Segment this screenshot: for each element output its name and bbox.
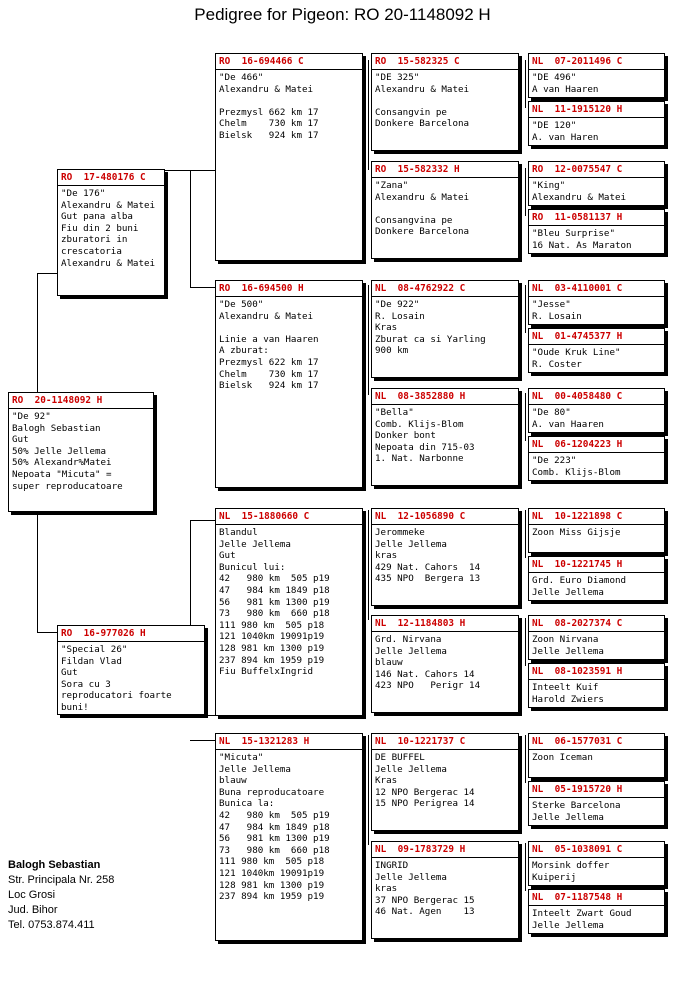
connector-line bbox=[525, 843, 526, 891]
pedigree-box-g13 bbox=[528, 733, 665, 778]
connector-line bbox=[525, 168, 526, 216]
pigeon-info: "Micuta" Jelle Jellema blauw Buna reproducatoare Bunica la: 42 980 km 505 p19 47 984 km 1849 p18 56 981 km 1300 p19 73 980 km 660 p18 111 980 km 505 p18 121 1040km 19091p19 128 981 km 1300 p19 237 894 km 1959 p19 bbox=[219, 752, 330, 903]
pigeon-info: "De 466" Alexandru & Matei Prezmysl 662 km 17 Chelm 730 km 17 Bielsk 924 km 17 bbox=[219, 72, 319, 141]
pedigree-box-g7 bbox=[528, 388, 665, 433]
pedigree-box-ddd bbox=[371, 841, 519, 939]
connector-line bbox=[525, 60, 526, 108]
page-title: Pedigree for Pigeon: RO 20-1148092 H bbox=[194, 5, 491, 24]
ring-number: RO 15-582325 C bbox=[372, 54, 518, 70]
pedigree-box-g8 bbox=[528, 436, 665, 481]
pedigree-box-dds bbox=[371, 733, 519, 831]
pedigree-box-g14 bbox=[528, 781, 665, 826]
pedigree-box-dam-sire bbox=[215, 508, 363, 716]
connector-line bbox=[37, 632, 57, 633]
pedigree-box-sds bbox=[371, 280, 519, 378]
ring-number: RO 15-582332 H bbox=[372, 162, 518, 178]
ring-number: NL 00-4058480 C bbox=[529, 389, 664, 405]
owner-name: Balogh Sebastian bbox=[8, 859, 101, 871]
ring-number: NL 07-1187548 H bbox=[529, 890, 664, 906]
pedigree-box-sire bbox=[57, 169, 165, 296]
pedigree-box-g1 bbox=[528, 53, 665, 98]
connector-line bbox=[190, 740, 215, 741]
pigeon-info: "Jesse" R. Losain bbox=[532, 299, 582, 322]
ring-number: NL 10-1221898 C bbox=[529, 509, 664, 525]
ring-number: RO 12-0075547 C bbox=[529, 162, 664, 178]
connector-line bbox=[368, 510, 369, 620]
owner-info bbox=[8, 858, 114, 933]
pedigree-box-dsd bbox=[371, 615, 519, 713]
ring-number: NL 05-1915720 H bbox=[529, 782, 664, 798]
ring-number: NL 01-4745377 H bbox=[529, 329, 664, 345]
pigeon-info: "Oude Kruk Line" R. Coster bbox=[532, 347, 621, 370]
ring-number: NL 10-1221737 C bbox=[372, 734, 518, 750]
connector-line bbox=[37, 273, 38, 396]
ring-number: NL 08-3852880 H bbox=[372, 389, 518, 405]
owner-address-line: Jud. Bihor bbox=[8, 904, 58, 916]
connector-line bbox=[525, 510, 526, 558]
owner-address-line: Loc Grosi bbox=[8, 889, 56, 901]
pedigree-box-sdd bbox=[371, 388, 519, 486]
ring-number: NL 15-1880660 C bbox=[216, 509, 362, 525]
ring-number: NL 08-1023591 H bbox=[529, 664, 664, 680]
pedigree-box-g9 bbox=[528, 508, 665, 553]
connector-line bbox=[525, 618, 526, 666]
pigeon-info: Inteelt Zwart Goud Jelle Jellema bbox=[532, 908, 632, 931]
pigeon-info: Grd. Nirvana Jelle Jellema blauw 146 Nat. Cahors 14 423 NPO Perigr 14 bbox=[375, 634, 481, 692]
ring-number: NL 15-1321283 H bbox=[216, 734, 362, 750]
pedigree-box-g16 bbox=[528, 889, 665, 934]
pigeon-info: "King" Alexandru & Matei bbox=[532, 180, 627, 203]
connector-line bbox=[525, 285, 526, 333]
pigeon-info: Zoon Nirvana Jelle Jellema bbox=[532, 634, 604, 657]
connector-line bbox=[368, 735, 369, 845]
connector-line bbox=[37, 273, 57, 274]
pigeon-info: "De 92" Balogh Sebastian Gut 50% Jelle Jellema 50% Alexandr%Matei Nepoata "Micuta" = super reproducatoare bbox=[12, 411, 123, 492]
owner-phone: Tel. 0753.874.411 bbox=[8, 919, 95, 931]
ring-number: RO 20-1148092 H bbox=[9, 393, 153, 409]
pigeon-info: "Bleu Surprise" 16 Nat. As Maraton bbox=[532, 228, 632, 251]
connector-line bbox=[525, 393, 526, 441]
pedigree-box-sss bbox=[371, 53, 519, 151]
pedigree-box-g10 bbox=[528, 556, 665, 601]
ring-number: NL 08-4762922 C bbox=[372, 281, 518, 297]
ring-number: NL 06-1204223 H bbox=[529, 437, 664, 453]
connector-line bbox=[190, 287, 215, 288]
ring-number: NL 06-1577031 C bbox=[529, 734, 664, 750]
pedigree-box-g5 bbox=[528, 280, 665, 325]
owner-address-line: Str. Principala Nr. 258 bbox=[8, 874, 115, 886]
pigeon-info: "DE 120" A. van Haren bbox=[532, 120, 599, 143]
connector-line bbox=[190, 520, 215, 521]
ring-number: NL 05-1038091 C bbox=[529, 842, 664, 858]
pedigree-box-subject bbox=[8, 392, 154, 512]
pedigree-box-sire-dam bbox=[215, 280, 363, 488]
pedigree-box-dam bbox=[57, 625, 205, 715]
connector-line bbox=[525, 735, 526, 783]
connector-line bbox=[37, 512, 38, 632]
ring-number: NL 12-1184803 H bbox=[372, 616, 518, 632]
pigeon-info: Morsink doffer Kuiperij bbox=[532, 860, 610, 883]
pigeon-info: "De 80" A. van Haaren bbox=[532, 407, 604, 430]
ring-number: NL 10-1221745 H bbox=[529, 557, 664, 573]
pigeon-info: "Bella" Comb. Klijs-Blom Donker bont Nepoata din 715-03 1. Nat. Narbonne bbox=[375, 407, 475, 465]
ring-number: RO 17-480176 C bbox=[58, 170, 164, 186]
pigeon-info: "Special 26" Fildan Vlad Gut Sora cu 3 reproducatori foarte buni! bbox=[61, 644, 172, 713]
pedigree-box-ssd bbox=[371, 161, 519, 259]
pigeon-info: INGRID Jelle Jellema kras 37 NPO Bergerac 15 46 Nat. Agen 13 bbox=[375, 860, 475, 918]
pigeon-info: Sterke Barcelona Jelle Jellema bbox=[532, 800, 621, 823]
pedigree-box-g11 bbox=[528, 615, 665, 660]
ring-number: NL 03-4110001 C bbox=[529, 281, 664, 297]
ring-number: NL 07-2011496 C bbox=[529, 54, 664, 70]
pigeon-info: DE BUFFEL Jelle Jellema Kras 12 NPO Bergerac 14 15 NPO Perigrea 14 bbox=[375, 752, 475, 810]
pedigree-box-g4 bbox=[528, 209, 665, 254]
pigeon-info: "De 500" Alexandru & Matei Linie a van Haaren A zburat: Prezmysl 622 km 17 Chelm 730 km 17 Bielsk 924 km 17 bbox=[219, 299, 319, 392]
pigeon-info: Grd. Euro Diamond Jelle Jellema bbox=[532, 575, 627, 598]
connector-line bbox=[368, 60, 369, 170]
ring-number: NL 11-1915120 H bbox=[529, 102, 664, 118]
pigeon-info: "De 223" Comb. Klijs-Blom bbox=[532, 455, 621, 478]
pigeon-info: "Zana" Alexandru & Matei Consangvina pe Donkere Barcelona bbox=[375, 180, 470, 238]
pedigree-box-dss bbox=[371, 508, 519, 606]
ring-number: RO 16-694466 C bbox=[216, 54, 362, 70]
ring-number: NL 12-1056890 C bbox=[372, 509, 518, 525]
pedigree-box-g12 bbox=[528, 663, 665, 708]
pedigree-box-g2 bbox=[528, 101, 665, 146]
pigeon-info: Blandul Jelle Jellema Gut Bunicul lui: 42 980 km 505 p19 47 984 km 1849 p18 56 981 km 1300 p19 73 980 km 660 p18 111 980 km 505 p18 121 1040km 19091p19 128 981 km 1300 p19 237 894 km 1959 p19 Fiu BuffelxIngrid bbox=[219, 527, 330, 678]
pigeon-info: "De 176" Alexandru & Matei Gut pana alba Fiu din 2 buni zburatori in crescatoria Alexandru & Matei bbox=[61, 188, 156, 269]
pedigree-box-g3 bbox=[528, 161, 665, 206]
pigeon-info: Inteelt Kuif Harold Zwiers bbox=[532, 682, 604, 705]
connector-line bbox=[368, 285, 369, 395]
pigeon-info: "DE 496" A van Haaren bbox=[532, 72, 599, 95]
connector-line bbox=[190, 170, 191, 287]
ring-number: NL 09-1783729 H bbox=[372, 842, 518, 858]
pigeon-info: Jerommeke Jelle Jellema kras 429 Nat. Cahors 14 435 NPO Bergera 13 bbox=[375, 527, 481, 585]
ring-number: NL 08-2027374 C bbox=[529, 616, 664, 632]
ring-number: RO 11-0581137 H bbox=[529, 210, 664, 226]
pigeon-info: "DE 325" Alexandru & Matei Consangvin pe Donkere Barcelona bbox=[375, 72, 470, 130]
pigeon-info: Zoon Iceman bbox=[532, 752, 593, 763]
pedigree-box-g6 bbox=[528, 328, 665, 373]
pedigree-box-g15 bbox=[528, 841, 665, 886]
pedigree-box-sire-sire bbox=[215, 53, 363, 261]
pigeon-info: Zoon Miss Gijsje bbox=[532, 527, 621, 538]
pedigree-box-dam-dam bbox=[215, 733, 363, 941]
pigeon-info: "De 922" R. Losain Kras Zburat ca si Yarling 900 km bbox=[375, 299, 486, 357]
ring-number: RO 16-977026 H bbox=[58, 626, 204, 642]
ring-number: RO 16-694500 H bbox=[216, 281, 362, 297]
